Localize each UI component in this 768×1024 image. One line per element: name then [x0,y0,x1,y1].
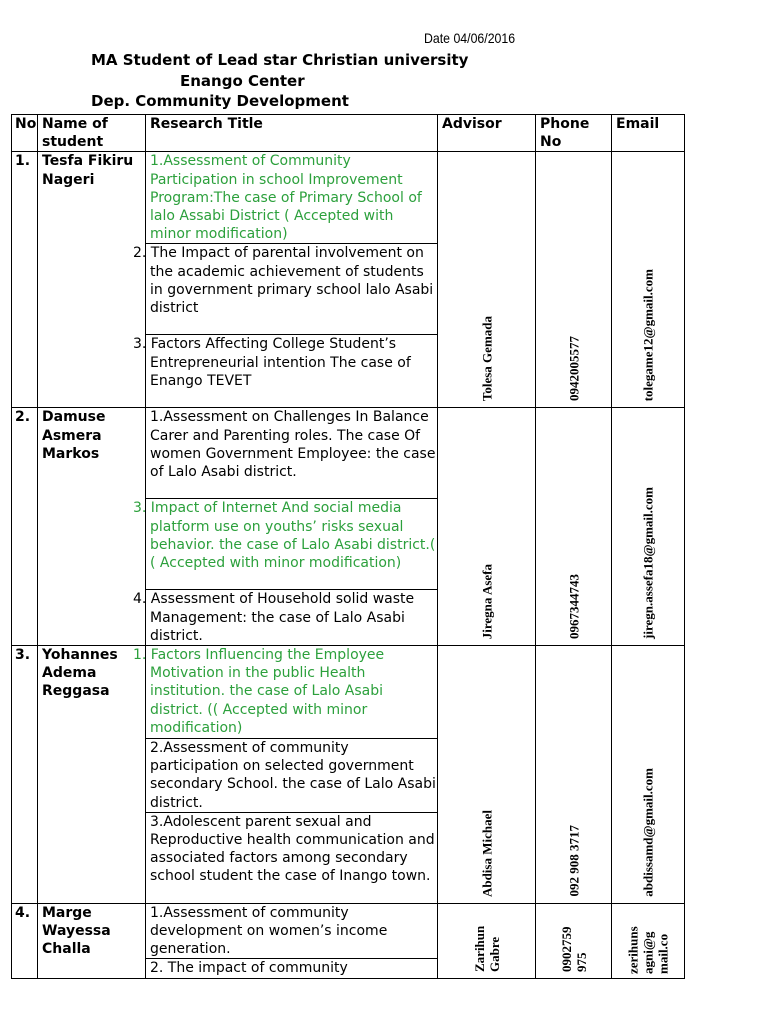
student-name: Marge Wayessa Challa [38,903,146,978]
email-cell [612,408,685,646]
phone-cell [536,646,612,904]
student-name: Yohannes Adema Reggasa [38,646,146,904]
date-text: Date 04/06/2016 [424,30,516,46]
advisor-name: Zarihun Gabre [471,925,502,972]
email-address: tolegame12@gmail.com [640,269,656,402]
phone-cell [536,152,612,408]
university-title: MA Student of Lead star Christian university [91,51,469,69]
advisor-cell [438,646,536,904]
advisor-cell [438,152,536,408]
row-number: 3. [12,646,38,904]
research-title-accepted: 1.Assessment of Community Participation in school Improvement Program:The case of Primary School of lalo Assabi District ( Accepted with minor modification) [146,152,438,244]
phone-number: 0942005577 [566,336,581,402]
header-name: Name of student [38,115,146,152]
table-row [12,152,685,244]
research-title: 2. The impact of community [146,959,438,978]
research-title: 2. The Impact of parental involvement on the academic achievement of students in government primary school lalo Asabi district [146,244,438,335]
header-research-title: Research Title [146,115,438,152]
row-number: 2. [12,408,38,646]
row-number: 1. [12,152,38,408]
research-title-accepted: 3. Impact of Internet And social media platform use on youths’ risks sexual behavior. the case of Lalo Asabi district.( ( Accepted with minor modification) [146,499,438,590]
research-title: 1.Assessment of community development on women’s income generation. [146,903,438,959]
student-name: Damuse Asmera Markos [38,408,146,646]
phone-number: 0902759 975 [558,926,589,972]
header-email: Email [612,115,685,152]
research-title: 3. Factors Affecting College Student’s Entrepreneurial intention The case of Enango TEVET [146,335,438,408]
table-row [12,903,685,959]
research-table [11,114,685,979]
research-title: 2.Assessment of community participation on selected government secondary School. the case of Lalo Asabi district. [146,739,438,813]
table-header-row [12,115,685,152]
email-address: jiregn.assefa18@gmail.com [640,487,656,640]
email-address: zerihuns agni@g mail.co [625,925,671,974]
email-address: abdissamd@gmail.com [640,768,656,897]
department-title: Dep. Community Development [91,92,349,110]
research-title: 1.Assessment on Challenges In Balance Carer and Parenting roles. The case Of women Government Employee: the case of Lalo Asabi district. [146,408,438,499]
research-title-accepted: 1. Factors Influencing the Employee Motivation in the public Health institution. the case of Lalo Asabi district. (( Accepted with minor modification) [146,646,438,739]
phone-cell [536,408,612,646]
research-title: 4. Assessment of Household solid waste Management: the case of Lalo Asabi district. [146,590,438,646]
center-title: Enango Center [180,72,305,90]
email-cell [612,646,685,904]
header-no: No [12,115,38,152]
email-cell [612,903,685,978]
advisor-name: Jiregna Asefa [479,563,494,640]
phone-cell [536,903,612,978]
table-row [12,646,685,739]
row-number: 4. [12,903,38,978]
email-cell [612,152,685,408]
header-phone: Phone No [536,115,612,152]
advisor-name: Abdisa Michael [479,809,494,897]
advisor-name: Tolesa Gemada [479,316,494,402]
advisor-cell [438,903,536,978]
header-advisor: Advisor [438,115,536,152]
research-title: 3.Adolescent parent sexual and Reproductive health communication and associated factors among secondary school student the case of Inango town. [146,812,438,903]
table-row [12,408,685,499]
phone-number: 0967344743 [566,574,581,640]
phone-number: 092 908 3717 [566,825,581,897]
advisor-cell [438,408,536,646]
student-name: Tesfa Fikiru Nageri [38,152,146,408]
